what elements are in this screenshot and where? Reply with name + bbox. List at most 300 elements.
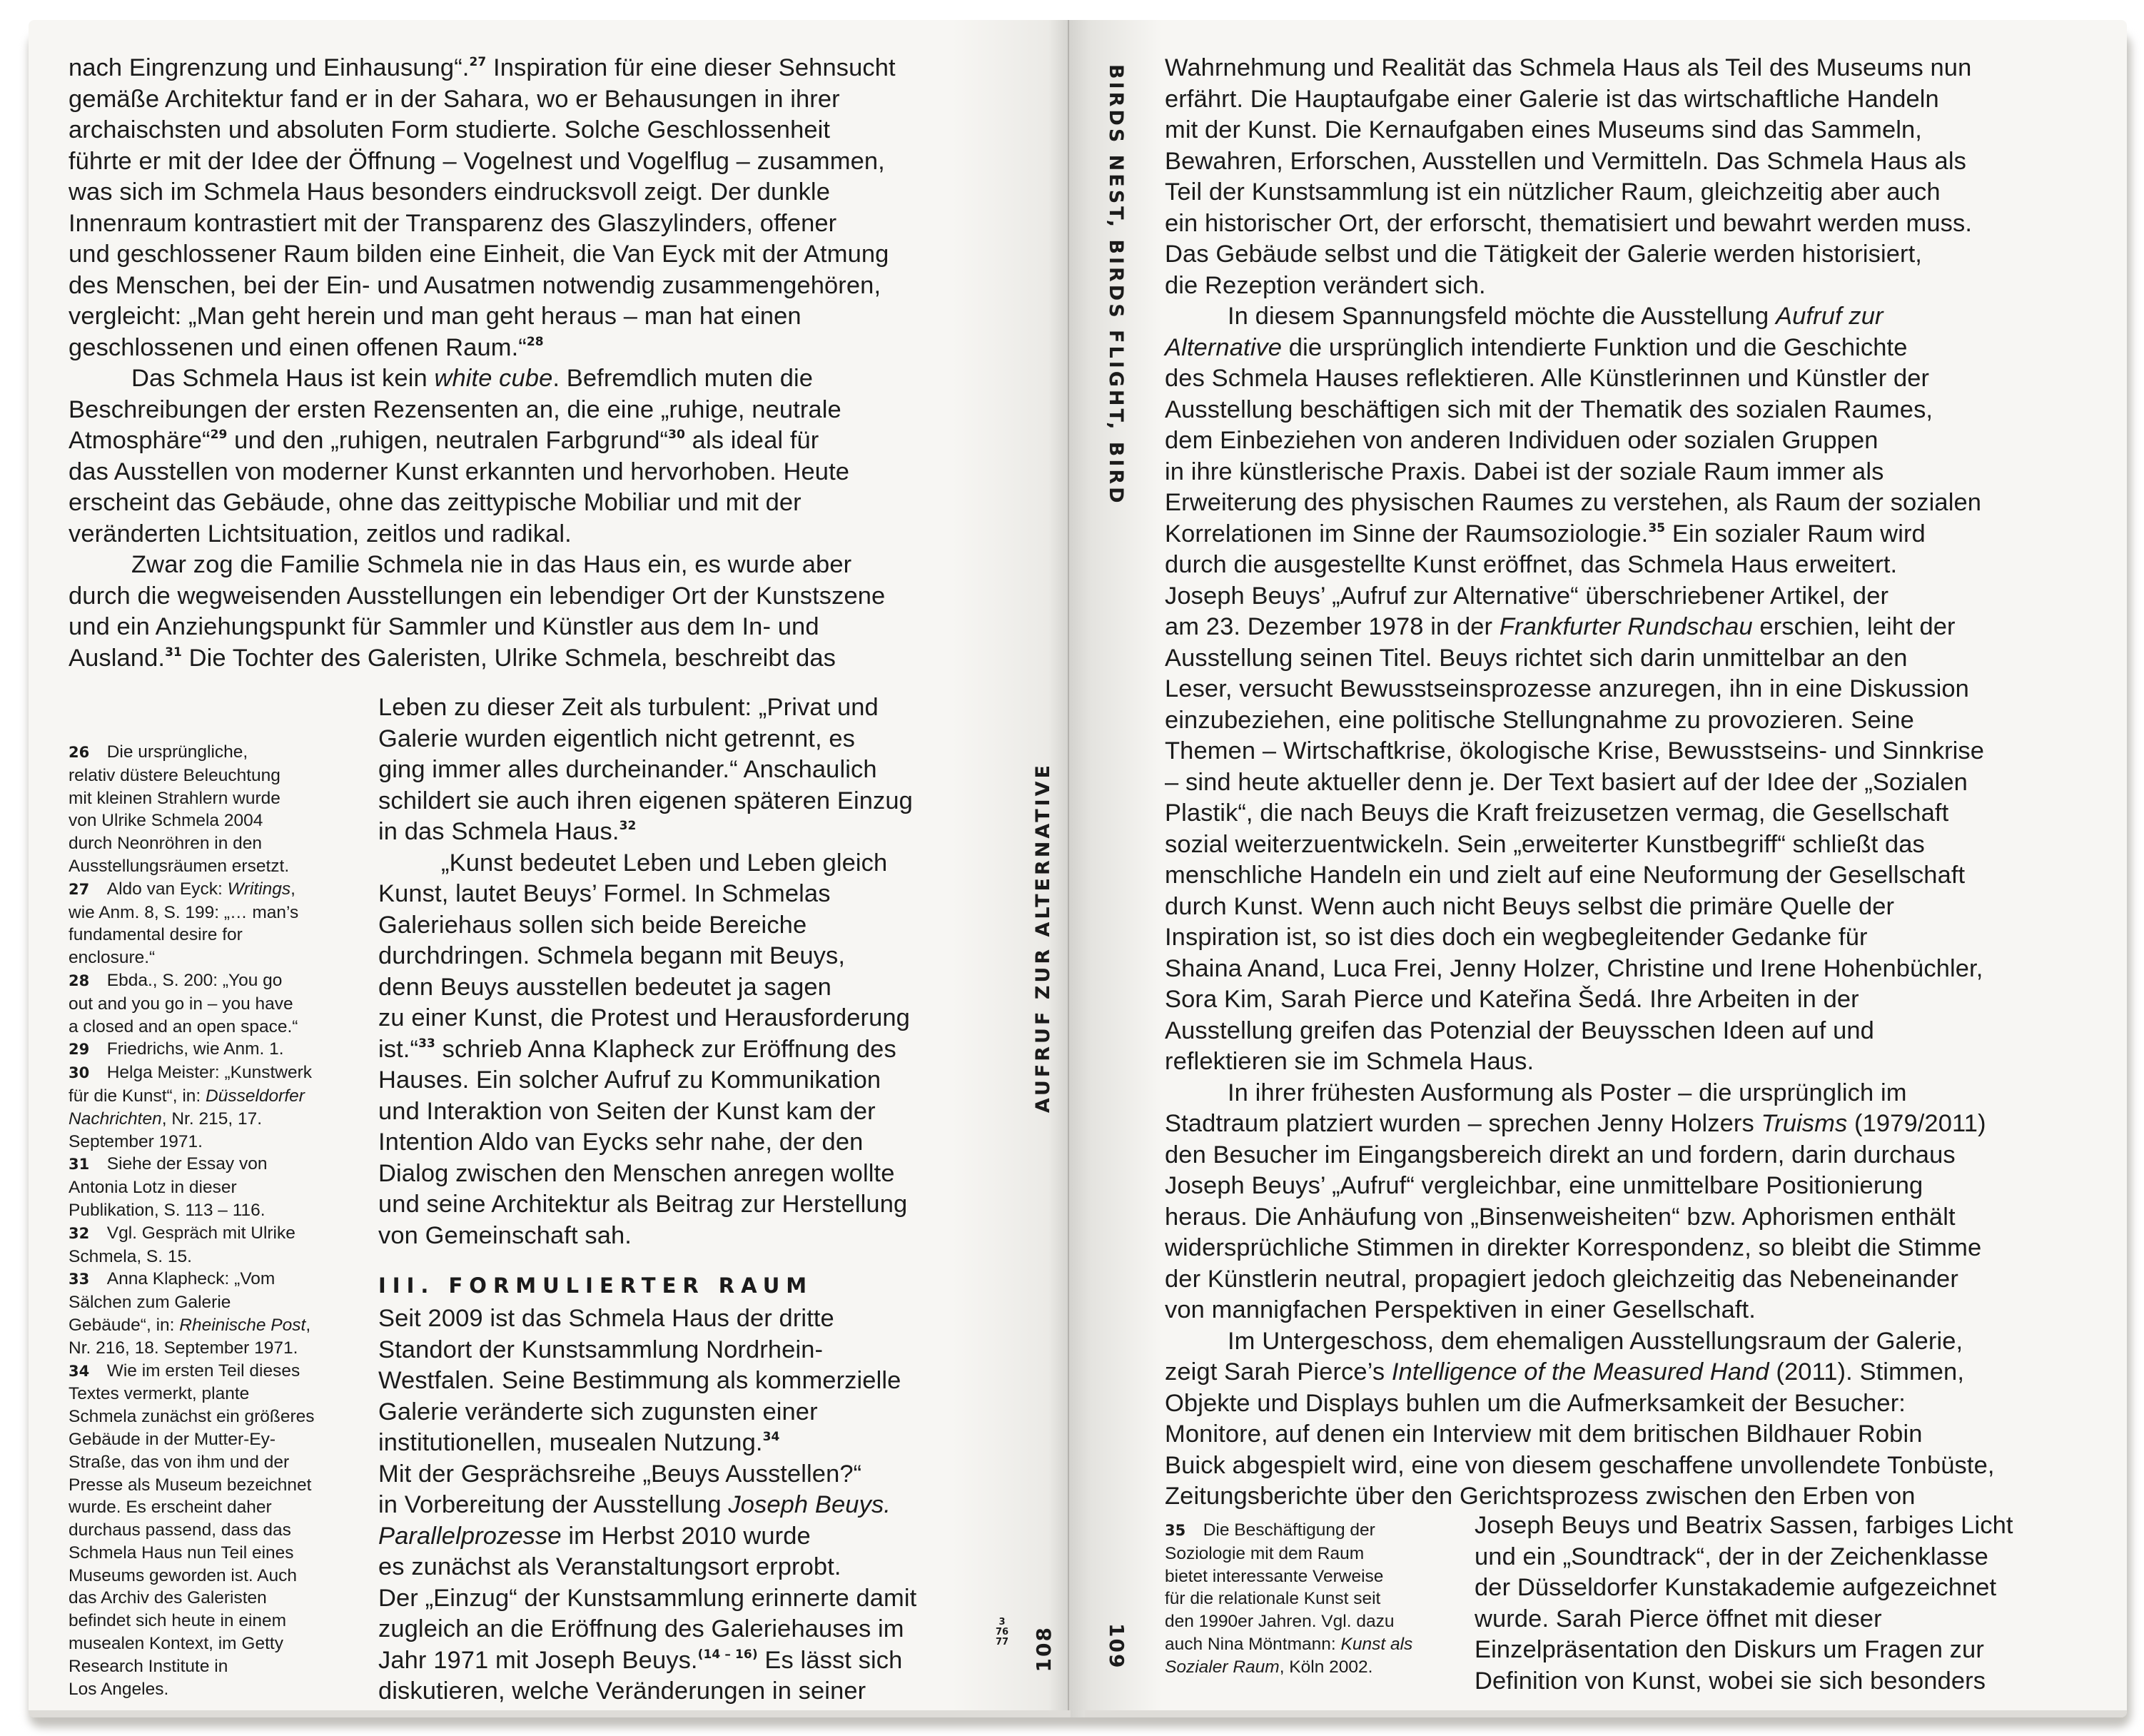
text-run: wie Anm. 8, S. 199: „… man’s xyxy=(69,902,299,922)
text-run: Soziologie mit dem Raum xyxy=(1165,1543,1365,1563)
text-run: September 1971. xyxy=(69,1131,203,1151)
text-line xyxy=(1165,892,2127,923)
text-line xyxy=(69,301,1082,333)
text-run: – sind heute aktueller denn je. Der Text basiert auf der Idee der „Sozialen xyxy=(1165,768,1968,796)
text-run: vergleicht: „Man geht herein und man geht heraus – man hat einen xyxy=(69,303,802,330)
text-run: befindet sich heute in einem xyxy=(69,1611,287,1631)
text-run: von mannigfachen Perspektiven in einer Gesellschaft. xyxy=(1165,1296,1756,1323)
text-run: Themen – Wirtschaftkrise, ökologische Krise, Bewusstseins- und Sinnkrise xyxy=(1165,737,1985,764)
text-line xyxy=(378,1459,1063,1490)
italic-text: Frankfurter Rundschau xyxy=(1499,613,1753,640)
text-run: Friedrichs, wie Anm. 1. xyxy=(106,1039,284,1059)
text-line xyxy=(378,941,1063,972)
text-line xyxy=(378,1645,1063,1677)
text-run: Die ursprüngliche, xyxy=(106,742,248,762)
text-line xyxy=(1475,1510,2127,1542)
footnote-number: 29 xyxy=(69,1041,90,1059)
right-page-edge xyxy=(1085,1710,2127,1717)
text-run: wurde. Es erscheint daher xyxy=(69,1498,272,1518)
text-run: Die Beschäftigung der xyxy=(1203,1520,1375,1540)
footnote-line xyxy=(69,1678,368,1701)
cross-reference-marker: 3 76 77 xyxy=(995,1617,1009,1647)
text-run: Inspiration ist, so ist dies doch ein wegbegleitender Gedanke für xyxy=(1165,924,1868,951)
text-run: das Ausstellen von moderner Kunst erkannten und hervorhoben. Heute xyxy=(69,458,850,485)
footnote-number: 27 xyxy=(69,880,90,898)
text-line xyxy=(1165,643,2127,675)
text-run: durchdringen. Schmela begann mit Beuys, xyxy=(378,942,846,969)
text-run: Wahrnehmung und Realität das Schmela Haus als Teil des Museums nun xyxy=(1165,54,1972,81)
text-run: durch Neonröhren in den xyxy=(69,834,263,854)
text-run: ist.“ xyxy=(378,1035,419,1063)
text-line xyxy=(378,972,1063,1004)
text-run: mit der Kunst. Die Kernaufgaben eines Museums sind das Sammeln, xyxy=(1165,116,1922,143)
text-line xyxy=(378,1676,1063,1707)
text-run: führte er mit der Idee der Öffnung – Vogelnest und Vogelflug – zusammen, xyxy=(69,147,885,175)
italic-text: Kunst als xyxy=(1340,1634,1413,1654)
text-run: musealen Kontext, im Getty xyxy=(69,1634,283,1654)
text-run: Publikation, S. 113 – 116. xyxy=(69,1200,266,1220)
text-run: den 1990er Jahren. Vgl. dazu xyxy=(1165,1612,1395,1632)
footnote-number: 34 xyxy=(69,1362,90,1380)
footnote-reference: 33 xyxy=(418,1036,435,1051)
text-line xyxy=(378,724,1063,755)
text-line xyxy=(378,1583,1063,1615)
text-run: , Köln 2002. xyxy=(1279,1657,1373,1677)
text-run: durch Kunst. Wenn auch nicht Beuys selbst die primäre Quelle der xyxy=(1165,892,1895,920)
text-run: Galerie wurden eigentlich nicht getrennt, es xyxy=(378,725,855,752)
text-run: Anna Klapheck: „Vom xyxy=(106,1269,275,1289)
footnote-line xyxy=(1165,1588,1465,1610)
text-run: von Gemeinschaft sah. xyxy=(378,1221,632,1249)
text-line xyxy=(378,1366,1063,1397)
text-run: nach Eingrenzung und Einhausung“. xyxy=(69,54,470,81)
text-run: das Archiv des Galeristen xyxy=(69,1588,267,1608)
text-line xyxy=(1165,1481,2127,1513)
text-run: die ursprünglich intendierte Funktion und die Geschichte xyxy=(1282,333,1908,361)
text-run: Aldo van Eyck: xyxy=(106,879,228,899)
text-run: Bewahren, Erforschen, Ausstellen und Vermitteln. Das Schmela Haus als xyxy=(1165,147,1966,175)
text-line xyxy=(378,1335,1063,1366)
italic-text: Intelligence of the Measured Hand xyxy=(1391,1358,1769,1386)
footnote-line xyxy=(69,1360,368,1383)
footnote-line xyxy=(69,878,368,902)
italic-text: Alternative xyxy=(1165,333,1283,361)
text-line xyxy=(69,363,1082,395)
footnote-line xyxy=(69,1291,368,1314)
text-run: schildert sie auch ihren eigenen späteren Einzug xyxy=(378,787,913,814)
text-line xyxy=(1165,519,2127,550)
text-line xyxy=(69,395,1082,426)
text-line xyxy=(1165,425,2127,457)
text-line xyxy=(69,425,1082,457)
text-run: Korrelationen im Sinne der Raumsoziologie. xyxy=(1165,520,1649,547)
text-run: Museums geworden ist. Auch xyxy=(69,1565,298,1585)
text-line xyxy=(1165,767,2127,799)
text-line xyxy=(378,910,1063,942)
footnote-line xyxy=(69,924,368,947)
text-line xyxy=(1165,457,2127,488)
text-run: diskutieren, welche Veränderungen in seiner xyxy=(378,1677,866,1705)
italic-text: Nachrichten xyxy=(69,1109,162,1129)
text-run: Research Institute in xyxy=(69,1656,228,1676)
text-run: Gebäude“, in: xyxy=(69,1315,180,1335)
text-run: was sich im Schmela Haus besonders eindrucksvoll zeigt. Der dunkle xyxy=(69,178,830,206)
text-line xyxy=(1165,705,2127,737)
text-run: , xyxy=(305,1315,311,1335)
text-run: Erweiterung des physischen Raumes zu verstehen, als Raum der sozialen xyxy=(1165,489,1982,516)
text-line xyxy=(69,53,1082,84)
left-running-head: AUFRUF ZUR ALTERNATIVE xyxy=(1032,762,1054,1114)
text-run: Ausstellung greifen das Potenzial der Beuysschen Ideen auf und xyxy=(1165,1016,1874,1044)
text-run: Ebda., S. 200: „You go xyxy=(106,970,283,990)
text-run: Sora Kim, Sarah Pierce und Kateřina Šedá. Ihre Arbeiten in der xyxy=(1165,986,1859,1013)
text-run: in ihre künstlerische Praxis. Dabei ist der soziale Raum immer als xyxy=(1165,458,1884,485)
text-line xyxy=(378,879,1063,910)
right-page-number: 109 xyxy=(1105,1623,1128,1670)
left-page-section-text xyxy=(378,1303,1063,1707)
text-line xyxy=(69,519,1082,550)
footnote-line xyxy=(69,1632,368,1655)
text-run: Ausstellungsräumen ersetzt. xyxy=(69,856,290,876)
footnote-reference: 28 xyxy=(526,334,544,349)
text-run: den Besucher im Eingangsbereich direkt an und fordern, darin durchaus xyxy=(1165,1141,1956,1169)
footnote-line xyxy=(69,1474,368,1497)
text-line xyxy=(1165,612,2127,643)
text-run: In ihrer frühesten Ausformung als Poster – die ursprünglich im xyxy=(1228,1079,1907,1106)
text-run: für die relationale Kunst seit xyxy=(1165,1589,1381,1609)
footnote-line xyxy=(69,1176,368,1199)
footnote-reference: 35 xyxy=(1648,520,1666,535)
text-run: menschliche Handeln ein und zielt auf eine Neuformung der Gesellschaft xyxy=(1165,862,1966,889)
text-run: Zeitungsberichte über den Gerichtsprozess zwischen den Erben von xyxy=(1165,1483,1916,1510)
text-run: Los Angeles. xyxy=(69,1679,169,1699)
text-run: Gebäude in der Mutter-Ey- xyxy=(69,1429,276,1449)
text-line xyxy=(378,1521,1063,1553)
text-line xyxy=(1165,301,2127,333)
footnote-reference: 30 xyxy=(668,428,685,442)
text-run: In diesem Spannungsfeld möchte die Ausstellung xyxy=(1228,303,1776,330)
text-run: erscheint das Gebäude, ohne das zeittypische Mobiliar und mit der xyxy=(69,489,802,516)
text-line xyxy=(1165,550,2127,581)
text-run: zeigt Sarah Pierce’s xyxy=(1165,1358,1392,1386)
text-line xyxy=(1165,1326,2127,1358)
footnote-line xyxy=(69,741,368,764)
text-run: sozial weiterzuentwickeln. Sein „erweiterter Kunstbegriff“ schließt das xyxy=(1165,830,1925,858)
text-line xyxy=(1165,1450,2127,1482)
text-line xyxy=(69,550,1082,581)
footnote-line xyxy=(69,1565,368,1588)
text-run: Plastik“, die nach Beuys die Kraft freizusetzen vermag, die Gesellschaft xyxy=(1165,799,1949,827)
footnote-line xyxy=(69,1038,368,1061)
footnote-line xyxy=(1165,1565,1465,1588)
text-run: institutionellen, musealen Nutzung. xyxy=(378,1429,763,1456)
text-line xyxy=(378,1614,1063,1645)
text-run: durch die wegweisenden Ausstellungen ein lebendiger Ort der Kunstszene xyxy=(69,582,886,610)
text-line xyxy=(1475,1542,2127,1573)
text-line xyxy=(69,208,1082,240)
text-run: Vgl. Gespräch mit Ulrike xyxy=(106,1223,295,1243)
footnote-reference: 34 xyxy=(762,1430,780,1444)
text-line xyxy=(69,581,1082,612)
italic-text: Düsseldorfer xyxy=(206,1086,305,1106)
text-run: Im Untergeschoss, dem ehemaligen Ausstellungsraum der Galerie, xyxy=(1228,1327,1963,1355)
text-run: , Nr. 215, 17. xyxy=(161,1109,263,1129)
text-line xyxy=(1165,53,2127,84)
text-run: Westfalen. Seine Bestimmung als kommerzielle xyxy=(378,1367,901,1394)
text-run: der Düsseldorfer Kunstakademie aufgezeichnet xyxy=(1475,1574,1997,1601)
text-line xyxy=(1165,271,2127,302)
footnote-line xyxy=(69,993,368,1016)
text-run: Seit 2009 ist das Schmela Haus der dritte xyxy=(378,1305,834,1332)
text-run: Ausstellung beschäftigen sich mit der Thematik des sozialen Raumes, xyxy=(1165,395,1933,423)
italic-text: Parallelprozesse xyxy=(378,1522,562,1550)
text-run: zu einer Kunst, die Protest und Herausforderung xyxy=(378,1004,910,1031)
text-line xyxy=(1475,1666,2127,1697)
text-run: Einzelpräsentation den Diskurs um Fragen zur xyxy=(1475,1636,1984,1663)
text-run: Presse als Museum bezeichnet xyxy=(69,1475,312,1495)
footnote-number: 26 xyxy=(69,744,90,761)
italic-text: Aufruf zur xyxy=(1776,303,1883,330)
footnote-line xyxy=(1165,1610,1465,1633)
italic-text: Writings xyxy=(227,879,291,899)
text-run: des Schmela Hauses reflektieren. Alle Künstlerinnen und Künstler der xyxy=(1165,365,1930,392)
text-run: Helga Meister: „Kunstwerk xyxy=(106,1063,313,1083)
text-run: und den „ruhigen, neutralen Farbgrund“ xyxy=(227,427,669,454)
text-run: in das Schmela Haus. xyxy=(378,818,620,845)
footnote-line xyxy=(1165,1543,1465,1565)
text-run: Joseph Beuys und Beatrix Sassen, farbiges Licht xyxy=(1475,1512,2013,1539)
text-run: Hauses. Ein solcher Aufruf zu Kommunikation xyxy=(378,1066,881,1094)
text-run: archaischsten und absoluten Form studierte. Solche Geschlossenheit xyxy=(69,116,831,143)
italic-text: Joseph Beuys. xyxy=(728,1491,891,1518)
text-line xyxy=(1165,1388,2127,1420)
footnote-line xyxy=(69,1314,368,1337)
left-page-body-text xyxy=(69,53,1082,674)
text-run: Das Gebäude selbst und die Tätigkeit der Galerie werden historisiert, xyxy=(1165,241,1922,268)
text-line xyxy=(1165,1264,2127,1296)
text-run: erschien, leiht der xyxy=(1752,613,1956,640)
text-run: als ideal für xyxy=(684,427,819,454)
book-spread xyxy=(29,20,2127,1717)
text-line xyxy=(378,1552,1063,1583)
text-run: und ein Anziehungspunkt für Sammler und Künstler aus dem In- und xyxy=(69,613,819,640)
footnote-number: 32 xyxy=(69,1224,90,1242)
footnote-line xyxy=(69,1655,368,1678)
left-page-edge xyxy=(29,1710,1071,1717)
footnote-line xyxy=(1165,1633,1465,1656)
footnote-reference: 27 xyxy=(469,55,487,69)
text-run: Teil der Kunstsammlung ist ein nützlicher Raum, gleichzeitig aber auch xyxy=(1165,178,1941,206)
text-line xyxy=(378,1428,1063,1459)
text-line xyxy=(1475,1604,2127,1635)
text-run: es zunächst als Veranstaltungsort erprobt. xyxy=(378,1553,841,1580)
text-line xyxy=(1165,1046,2127,1078)
footnote-line xyxy=(69,1610,368,1632)
footnote-line xyxy=(69,1108,368,1131)
left-page-footnotes xyxy=(69,741,368,1700)
text-line xyxy=(1165,208,2127,240)
text-line xyxy=(378,1096,1063,1128)
text-run: schrieb Anna Klapheck zur Eröffnung des xyxy=(435,1035,896,1063)
footnote-reference: 32 xyxy=(619,819,637,833)
text-line xyxy=(1165,363,2127,395)
text-run: mit kleinen Strahlern wurde xyxy=(69,788,280,808)
footnote-line xyxy=(69,969,368,993)
footnote-number: 33 xyxy=(69,1271,90,1288)
footnote-number: 30 xyxy=(69,1064,90,1082)
footnote-line xyxy=(69,1061,368,1085)
text-line xyxy=(1165,1171,2127,1202)
text-run: Sälchen zum Galerie xyxy=(69,1293,231,1313)
text-run: a closed and an open space.“ xyxy=(69,1016,298,1036)
text-run: für die Kunst“, in: xyxy=(69,1086,206,1106)
footnote-line xyxy=(69,1428,368,1451)
text-run: und ein „Soundtrack“, der in der Zeichenklasse xyxy=(1475,1543,1988,1570)
footnote-line xyxy=(69,1268,368,1291)
text-run: dem Einbeziehen von anderen Individuen oder sozialen Gruppen xyxy=(1165,427,1878,454)
footnote-line xyxy=(1165,1519,1465,1543)
text-run: des Menschen, bei der Ein- und Ausatmen notwendig zusammengehören, xyxy=(69,271,881,299)
text-line xyxy=(1165,581,2127,612)
footnote-line xyxy=(69,902,368,924)
text-run: im Herbst 2010 wurde xyxy=(561,1522,811,1550)
text-run: Wie im ersten Teil dieses xyxy=(106,1361,300,1381)
text-run: Der „Einzug“ der Kunstsammlung erinnerte damit xyxy=(378,1584,917,1612)
text-run: Mit der Gesprächsreihe „Beuys Ausstellen?“ xyxy=(378,1460,862,1488)
text-run: Kunst, lautet Beuys’ Formel. In Schmelas xyxy=(378,880,831,907)
text-run: out and you go in – you have xyxy=(69,994,293,1014)
footnote-line xyxy=(69,809,368,832)
text-run: fundamental desire for xyxy=(69,925,243,945)
text-run: ein historischer Ort, der erforscht, thematisiert und bewahrt werden muss. xyxy=(1165,209,1973,237)
text-run: Monitore, auf denen ein Interview mit dem britischen Bildhauer Robin xyxy=(1165,1420,1923,1448)
text-run: und seine Architektur als Beitrag zur Herstellung xyxy=(378,1191,908,1218)
italic-text: Rheinische Post xyxy=(179,1315,306,1335)
text-line xyxy=(378,692,1063,724)
text-line xyxy=(1165,146,2127,178)
footnote-reference: (14 – 16) xyxy=(697,1647,758,1662)
text-line xyxy=(1165,1419,2127,1450)
footnote-reference: 29 xyxy=(210,428,228,442)
text-line xyxy=(378,1127,1063,1159)
italic-text: Truisms xyxy=(1761,1110,1848,1137)
footnote-line xyxy=(69,1519,368,1542)
footnote-reference: 31 xyxy=(165,645,182,660)
text-line xyxy=(378,1065,1063,1096)
text-line xyxy=(1165,1140,2127,1171)
text-run: reflektieren sie im Schmela Haus. xyxy=(1165,1048,1534,1075)
footnote-number: 35 xyxy=(1165,1522,1186,1539)
text-run: , xyxy=(290,879,295,899)
text-line xyxy=(69,271,1082,302)
text-line xyxy=(1165,736,2127,767)
text-run: denn Beuys ausstellen bedeutet ja sagen xyxy=(378,973,831,1001)
text-run: Zwar zog die Familie Schmela nie in das Haus ein, es wurde aber xyxy=(131,551,852,578)
text-line xyxy=(1165,984,2127,1016)
text-run: in Vorbereitung der Ausstellung xyxy=(378,1491,729,1518)
text-line xyxy=(378,848,1063,879)
italic-text: white cube xyxy=(434,365,553,392)
footnote-line xyxy=(69,1496,368,1519)
text-line xyxy=(378,1303,1063,1335)
text-line xyxy=(1165,1233,2127,1264)
text-line xyxy=(378,1189,1063,1221)
text-run: bietet interessante Verweise xyxy=(1165,1566,1384,1586)
text-run: Atmosphäre“ xyxy=(69,427,211,454)
footnote-line xyxy=(69,1016,368,1039)
text-line xyxy=(1475,1573,2127,1604)
footnote-line xyxy=(69,947,368,969)
text-run: (2011). Stimmen, xyxy=(1769,1358,1965,1386)
text-run: durch die ausgestellte Kunst eröffnet, das Schmela Haus erweitert. xyxy=(1165,551,1898,578)
text-run: Straße, das von ihm und der xyxy=(69,1452,290,1472)
footnote-number: 28 xyxy=(69,972,90,989)
text-run: Nr. 216, 18. September 1971. xyxy=(69,1338,298,1358)
text-run: „Kunst bedeutet Leben und Leben gleich xyxy=(441,849,888,877)
footnote-line xyxy=(69,1153,368,1176)
text-line xyxy=(1475,1635,2127,1666)
text-line xyxy=(69,457,1082,488)
text-run: einzubeziehen, eine politische Stellungnahme zu provozieren. Seine xyxy=(1165,706,1914,734)
text-run: widersprüchliche Stimmen in direkter Korrespondenz, so bleibt die Stimme xyxy=(1165,1234,1982,1261)
text-run: die Rezeption verändert sich. xyxy=(1165,271,1486,299)
text-line xyxy=(1165,860,2127,892)
section-heading: III. FORMULIERTER RAUM xyxy=(378,1273,814,1298)
text-line xyxy=(378,1034,1063,1066)
text-run: Definition von Kunst, wobei sie sich besonders xyxy=(1475,1667,1986,1695)
text-run: Ein sozialer Raum wird xyxy=(1665,520,1926,547)
text-run: und Interaktion von Seiten der Kunst kam der xyxy=(378,1097,876,1125)
left-page-column-text xyxy=(378,692,1063,1251)
text-line xyxy=(1165,333,2127,364)
text-line xyxy=(1165,488,2127,519)
text-run: Innenraum kontrastiert mit der Transparenz des Glaszylinders, offener xyxy=(69,209,837,237)
text-run: Jahr 1971 mit Joseph Beuys. xyxy=(378,1646,698,1674)
text-run: auch Nina Möntmann: xyxy=(1165,1634,1341,1654)
footnote-line xyxy=(69,1085,368,1108)
text-run: Stadtraum platziert wurden – sprechen Jenny Holzers xyxy=(1165,1110,1761,1137)
right-page-footnotes xyxy=(1165,1519,1465,1679)
text-line xyxy=(378,786,1063,817)
text-line xyxy=(1165,954,2127,985)
text-run: Joseph Beuys’ „Aufruf“ vergleichbar, eine unmittelbare Positionierung xyxy=(1165,1172,1923,1199)
text-line xyxy=(69,643,1082,675)
text-run: wurde. Sarah Pierce öffnet mit dieser xyxy=(1475,1605,1882,1632)
text-run: gemäße Architektur fand er in der Sahara, wo er Behausungen in ihrer xyxy=(69,85,840,113)
right-page-column-text xyxy=(1475,1510,2127,1697)
text-line xyxy=(1165,239,2127,271)
text-run: Intention Aldo van Eycks sehr nahe, der den xyxy=(378,1129,864,1156)
text-line xyxy=(378,755,1063,786)
footnote-line xyxy=(69,1337,368,1360)
text-line xyxy=(378,1397,1063,1428)
text-run: Leser, versucht Bewusstseinsprozesse anzuregen, ihn in eine Diskussion xyxy=(1165,675,1969,702)
text-run: Schmela Haus nun Teil eines xyxy=(69,1543,294,1563)
text-line xyxy=(1165,395,2127,426)
text-run: Das Schmela Haus ist kein xyxy=(131,365,435,392)
footnote-line xyxy=(69,1451,368,1474)
text-line xyxy=(69,333,1082,364)
text-run: Standort der Kunstsammlung Nordrhein- xyxy=(378,1336,824,1363)
footnote-line xyxy=(69,1406,368,1428)
footnote-line xyxy=(69,832,368,855)
italic-text: Sozialer Raum xyxy=(1165,1657,1280,1677)
footnote-line xyxy=(69,1222,368,1246)
text-run: Schmela zunächst ein größeres xyxy=(69,1407,315,1427)
text-line xyxy=(1165,1202,2127,1233)
text-line xyxy=(69,115,1082,146)
text-run: Die Tochter des Galeristen, Ulrike Schmela, beschreibt das xyxy=(181,644,836,672)
